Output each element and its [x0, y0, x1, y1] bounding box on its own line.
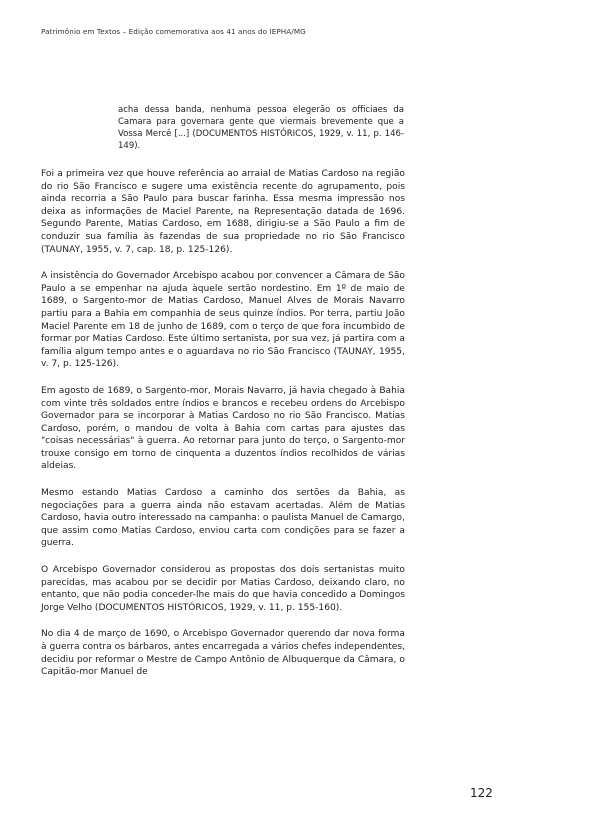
paragraph: No dia 4 de março de 1690, o Arcebispo Governador querendo dar nova forma à guerra contra os bárbaros, antes encarregada a vários chefes independentes, decidiu por reformar o Mestre de Campo Antônio de Albuquerque da Câmara, o Capitão-mor Manuel de [41, 629, 405, 678]
page-number: 122 [470, 786, 493, 800]
paragraph: Mesmo estando Matias Cardoso a caminho dos sertões da Bahia, as negociações para a guerra ainda não estavam acertadas. Além de Matias Cardoso, havia outro interessado na campanha: o paulista Manuel de Camargo, que assim como Matias Cardoso, enviou carta com condições para se fazer a guerra. [41, 488, 405, 549]
block-quote: acha dessa banda, nenhuma pessoa elegerão os officiaes da Camara para governara gente que viermais brevemente que a Vossa Mercê [...] (DOCUMENTOS HISTÓRICOS, 1929, v. 11, p. 146-149). [118, 105, 404, 151]
paragraph: Em agosto de 1689, o Sargento-mor, Morais Navarro, já havia chegado à Bahia com vinte três soldados entre índios e brancos e recebeu ordens do Arcebispo Governador para se incorporar à Matias Cardoso no rio São Francisco. Matias Cardoso, porém, o mandou de volta à Bahia com cartas para ajustes das "coisas necessárias" à guerra. Ao retornar para junto do terço, o Sargento-mor trouxe consigo em torno de cinquenta a duzentos índios recolhidos de várias aldeias. [41, 385, 405, 472]
running-header: Patrimônio em Textos – Edição comemorativa aos 41 anos do IEPHA/MG [41, 27, 306, 36]
paragraph: Foi a primeira vez que houve referência ao arraial de Matias Cardoso na região do rio São Francisco e sugere uma existência recente do agrupamento, pois ainda recorria a São Paulo para buscar farinha. Essa mesma impressão nos deixa as informações de Maciel Parente, na Representação datada de 1696. Segundo Parente, Matias Cardoso, em 1688, dirigiu-se a São Paulo a fim de conduzir sua família às fazendas de sua propriedade no rio São Francisco (TAUNAY, 1955, v. 7, cap. 18, p. 125-126). [41, 169, 405, 255]
paragraph: A insistência do Governador Arcebispo acabou por convencer a Câmara de São Paulo a se empenhar na ajuda àquele sertão nordestino. Em 1º de maio de 1689, o Sargento-mor de Matias Cardoso, Manuel Alves de Morais Navarro partiu para a Bahia em companhia de seus quinze índios. Por terra, partiu João Maciel Parente em 18 de junho de 1689, com o terço de que fora incumbido de formar por Matias Cardoso. Este último sertanista, por sua vez, já partira com a família algum tempo antes e o aguardava no rio São Francisco (TAUNAY, 1955, v. 7, p. 125-126). [41, 271, 405, 370]
body-text [41, 168, 405, 693]
paragraph: O Arcebispo Governador considerou as propostas dos dois sertanistas muito parecidas, mas acabou por se decidir por Matias Cardoso, deixando claro, no entanto, que não podia conceder-lhe mais do que havia concedido a Domingos Jorge Velho (DOCUMENTOS HISTÓRICOS, 1929, v. 11, p. 155-160). [41, 565, 405, 613]
